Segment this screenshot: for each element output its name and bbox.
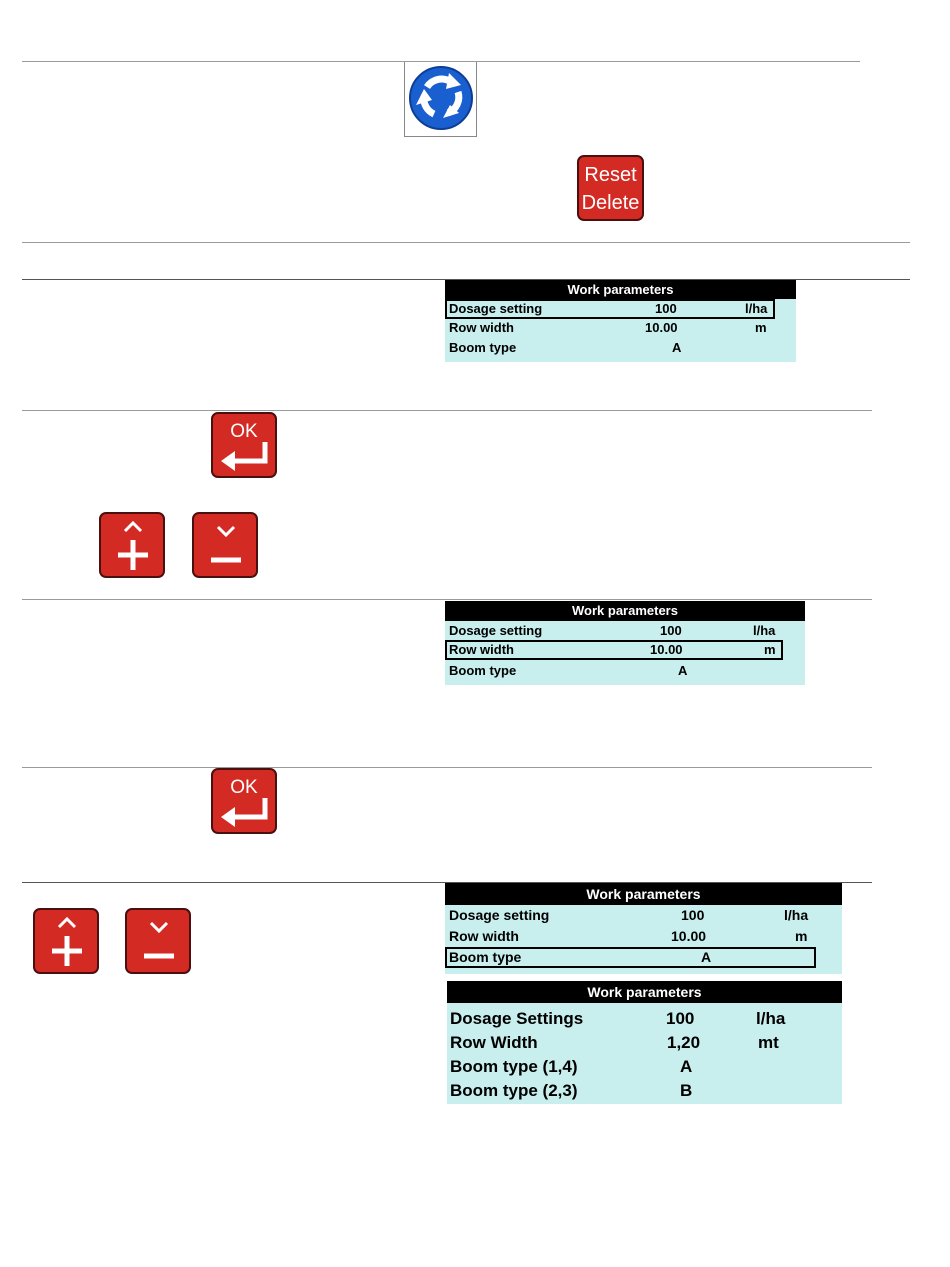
row-label: Dosage setting — [449, 907, 550, 923]
row-unit: l/ha — [745, 301, 768, 316]
plus-up-icon — [35, 910, 97, 972]
row-label: Boom type (2,3) — [450, 1081, 578, 1100]
row-value: B — [680, 1081, 693, 1100]
minus-down-icon — [194, 514, 256, 576]
row-label: Dosage setting — [449, 623, 543, 638]
row-label: Boom type — [449, 340, 517, 355]
row-label: Dosage setting — [449, 301, 543, 316]
row-value: A — [680, 1057, 693, 1076]
panel-title: Work parameters — [447, 981, 842, 1003]
row-value: A — [701, 949, 712, 965]
work-parameters-panel — [445, 280, 796, 362]
row-label: Row width — [449, 320, 514, 335]
row-label: Row width — [449, 642, 514, 657]
row-unit: m — [764, 642, 776, 657]
minus-down-button[interactable] — [192, 512, 258, 578]
plus-up-button[interactable] — [99, 512, 165, 578]
row-unit: m — [795, 928, 808, 944]
delete-label: Delete — [581, 192, 640, 214]
row-label: Boom type — [449, 949, 522, 965]
work-parameters-panel — [445, 601, 805, 685]
row-unit: l/ha — [753, 623, 776, 638]
roundabout-sign-icon — [404, 62, 477, 137]
row-label: Row Width — [450, 1033, 538, 1052]
row-value: 10.00 — [671, 928, 707, 944]
row-value: 100 — [655, 301, 677, 316]
reset-delete-button[interactable] — [577, 155, 644, 221]
row-value: 100 — [681, 907, 705, 923]
row-label: Dosage Settings — [450, 1009, 584, 1028]
plus-up-icon — [101, 514, 163, 576]
row-label: Row width — [449, 928, 519, 944]
row-value: 10.00 — [645, 320, 678, 335]
row-unit: mt — [758, 1033, 779, 1052]
divider — [22, 599, 872, 600]
ok-enter-button[interactable] — [211, 768, 277, 834]
work-parameters-panel — [445, 883, 842, 974]
row-unit: l/ha — [756, 1009, 786, 1028]
row-value: 10.00 — [650, 642, 683, 657]
divider — [22, 410, 872, 411]
panel-title: Work parameters — [445, 280, 796, 299]
row-unit: m — [755, 320, 767, 335]
enter-arrow-icon — [213, 414, 275, 476]
row-value: 100 — [666, 1009, 695, 1028]
minus-down-button[interactable] — [125, 908, 191, 974]
row-label: Boom type — [449, 663, 517, 678]
minus-down-icon — [127, 910, 189, 972]
row-value: 1,20 — [667, 1033, 701, 1052]
panel-title: Work parameters — [445, 883, 842, 905]
row-value: A — [678, 663, 688, 678]
row-unit: l/ha — [784, 907, 809, 923]
work-parameters-panel — [447, 981, 842, 1104]
row-value: A — [672, 340, 682, 355]
ok-enter-button[interactable] — [211, 412, 277, 478]
plus-up-button[interactable] — [33, 908, 99, 974]
row-label: Boom type (1,4) — [450, 1057, 578, 1076]
panel-title: Work parameters — [445, 601, 805, 621]
enter-arrow-icon — [213, 770, 275, 832]
reset-label: Reset — [584, 164, 637, 186]
row-value: 100 — [660, 623, 682, 638]
ok-label: OK — [230, 421, 258, 442]
divider — [22, 767, 872, 768]
ok-label: OK — [230, 777, 258, 798]
divider — [22, 242, 910, 243]
